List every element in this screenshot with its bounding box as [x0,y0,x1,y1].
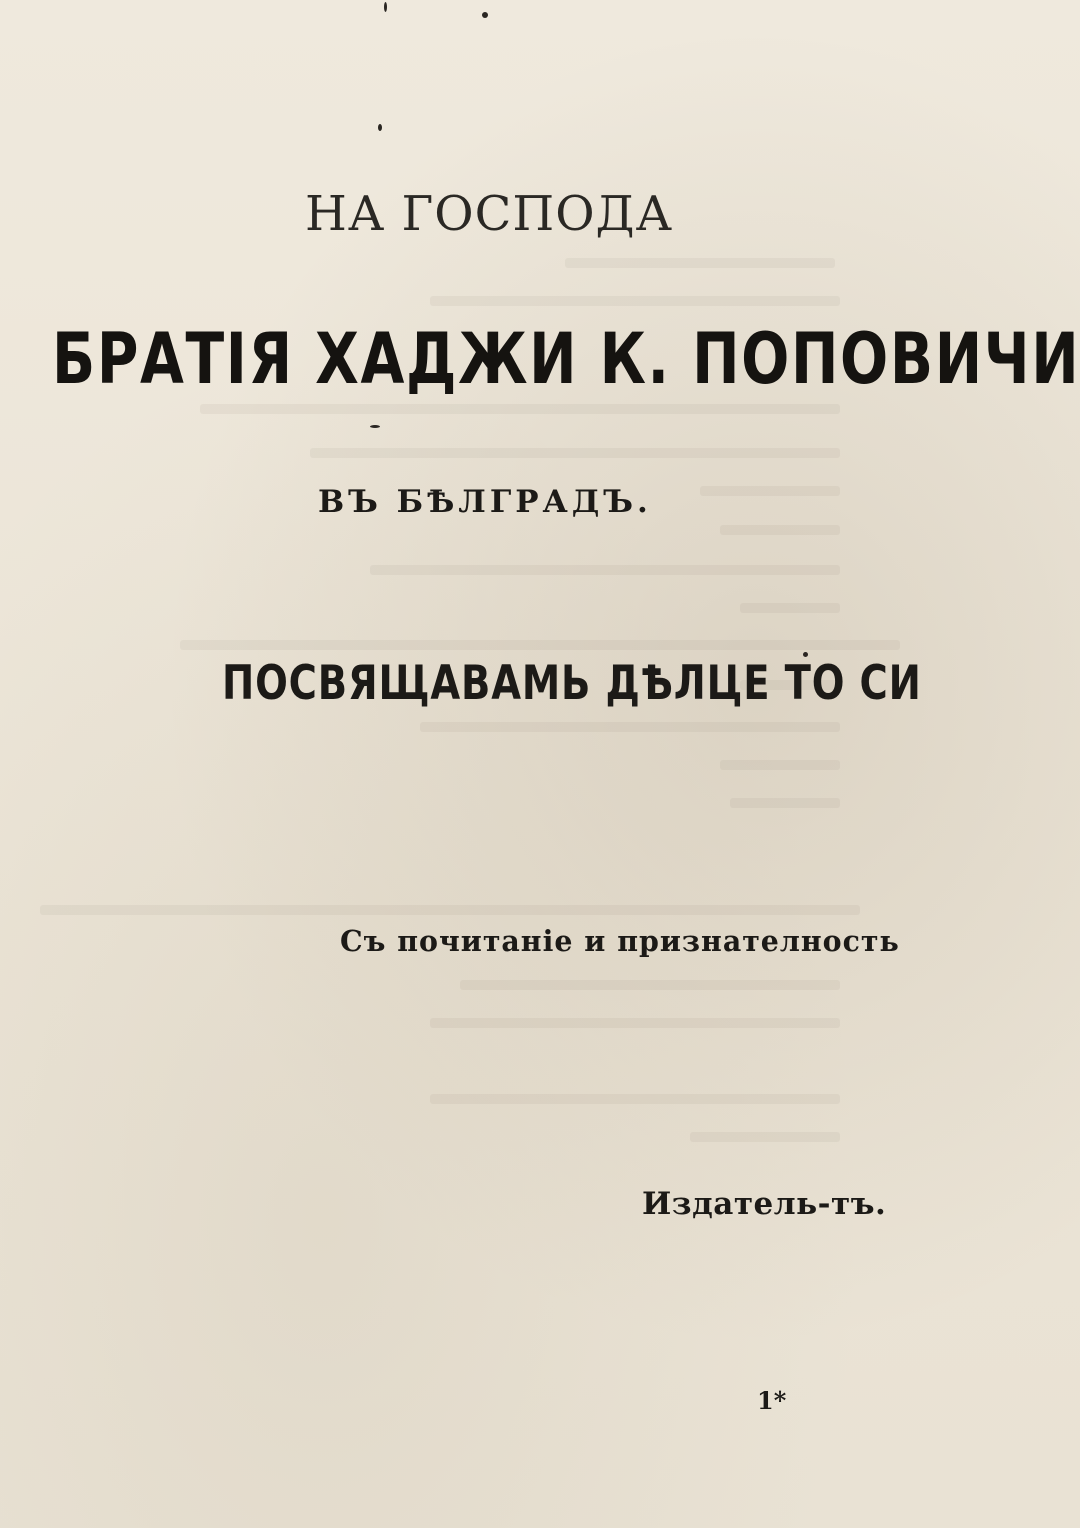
page-number: 1* [757,1386,787,1415]
ink-speck [378,124,382,131]
respect-line: Съ почитаніе и признателность [340,924,900,958]
ink-speck [370,425,380,428]
dedication-heading: НА ГОСПОДА [305,186,673,242]
ink-speck [482,12,488,18]
city-line: ВЪ БѢЛГРАДЪ. [318,484,652,520]
recipients-title: БРАТІЯ ХАДЖИ К. ПОПОВИЧИ [52,318,1080,400]
publisher-signature: Издатель-тъ. [642,1186,887,1222]
ink-speck [384,2,387,12]
dedication-statement: ПОСВЯЩАВАМЬ ДѢЛЦЕ ТО СИ [222,656,922,711]
